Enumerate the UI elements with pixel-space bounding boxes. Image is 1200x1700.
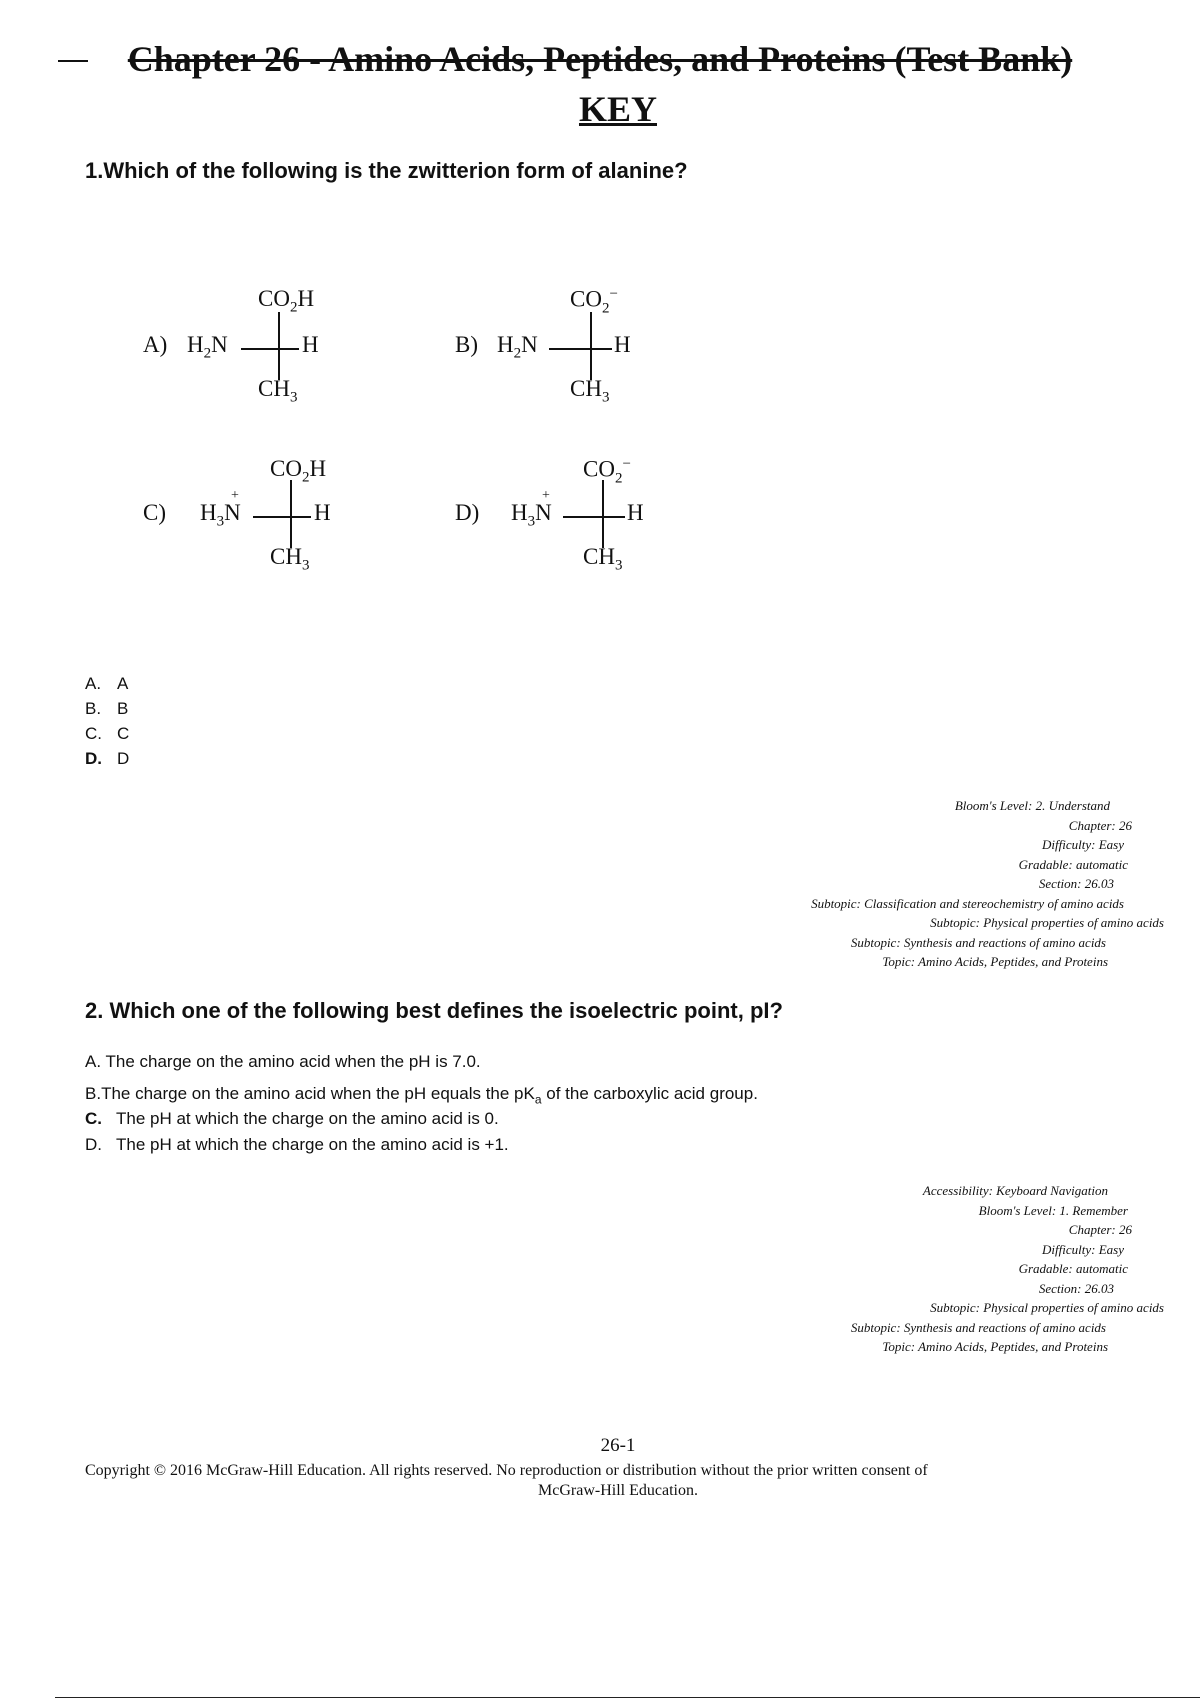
structure-d-ammonium: $H_3N$: [511, 500, 552, 530]
structure-b-vertical-bond: [590, 312, 592, 380]
meta-item: Topic: Amino Acids, Peptides, and Proteins: [882, 1339, 1108, 1354]
q1-option-d-correct: D. D: [85, 749, 130, 768]
structure-a-amine: $H_2N$: [187, 332, 228, 362]
meta-item: Difficulty: Easy: [1042, 1241, 1124, 1257]
meta-item: Chapter: 26: [1068, 1222, 1132, 1237]
page-title-text: Chapter 26 - Amino Acids, Peptides, and Proteins (Test Bank): [127, 39, 1073, 79]
bottom-divider: [55, 1697, 1200, 1698]
structure-a-vertical-bond: [278, 312, 280, 380]
meta-item: Chapter: 26: [1068, 817, 1132, 833]
q2-option-a: A. The charge on the amino acid when the pH is 7.0.: [85, 1052, 481, 1071]
copyright-line-1: Copyright © 2016 McGraw-Hill Education. All rights reserved. No reproduction or distribution without the prior written consent of: [85, 1462, 928, 1479]
q1-metadata: [811, 796, 1164, 972]
structure-c-positive-charge: +: [231, 488, 239, 503]
structure-b-label: B): [455, 332, 478, 357]
structure-b-horizontal-bond: [549, 348, 612, 350]
meta-item: Section: 26.03: [1038, 876, 1114, 891]
q1-option-b: B. B: [85, 699, 129, 718]
structure-b-amine: $H_2N$: [497, 332, 538, 362]
meta-item: Gradable: automatic: [1018, 856, 1128, 872]
structure-c-horizontal-bond: [253, 516, 311, 518]
structure-a-horizontal-bond: [241, 348, 299, 350]
q1-option-a: A. A: [85, 674, 129, 693]
key-heading: KEY: [578, 89, 657, 129]
structure-b-carboxylate: $CO_2^-$: [570, 286, 618, 317]
page-title: [0, 38, 1200, 80]
meta-item: Gradable: automatic: [1018, 1261, 1128, 1276]
meta-item: Subtopic: Physical properties of amino acids: [930, 1300, 1164, 1315]
structure-d-carboxylate: $CO_2^-$: [583, 456, 631, 487]
meta-item: Section: 26.03: [1038, 1280, 1114, 1296]
meta-item: Bloom's Level: 2. Understand: [954, 798, 1110, 813]
structure-c-carboxyl: $CO_2H$: [270, 456, 327, 486]
q1-option-c: C. C: [85, 724, 130, 743]
structure-d-label: D): [455, 500, 480, 525]
structure-a-methyl: $CH_3$: [258, 376, 298, 406]
structure-c-label: C): [143, 500, 166, 525]
q2-option-b: B.The charge on the amino acid when the pH equals the $pK_a$ of the carboxylic acid group.: [85, 1084, 758, 1107]
meta-item: Subtopic: Physical properties of amino acids: [930, 915, 1164, 930]
page-number: 26-1: [600, 1435, 636, 1456]
question-2-text: 2. Which one of the following best defines the isoelectric point, pI?: [85, 998, 783, 1023]
structure-c-methyl: $CH_3$: [270, 544, 310, 574]
meta-item: Subtopic: Synthesis and reactions of amino acids: [850, 1319, 1106, 1335]
meta-item: Accessibility: Keyboard Navigation: [922, 1183, 1108, 1198]
structure-d-methyl: $CH_3$: [583, 544, 623, 574]
structure-a-label: A): [143, 332, 168, 357]
structure-c-vertical-bond: [290, 480, 292, 548]
meta-item: Subtopic: Synthesis and reactions of amino acids: [850, 934, 1106, 950]
structure-c-hydrogen: H: [314, 500, 331, 525]
q2-option-c-correct: C. The pH at which the charge on the amino acid is 0.: [85, 1109, 499, 1128]
structure-b-methyl: $CH_3$: [570, 376, 610, 406]
structure-d-vertical-bond: [602, 480, 604, 548]
meta-item: Subtopic: Classification and stereochemistry of amino acids: [811, 895, 1124, 911]
meta-item: Bloom's Level: 1. Remember: [978, 1202, 1128, 1218]
structure-a-hydrogen: H: [302, 332, 319, 357]
structure-d-hydrogen: H: [627, 500, 644, 525]
structure-d-horizontal-bond: [563, 516, 625, 518]
q2-metadata: [850, 1181, 1164, 1357]
structure-a-carboxyl: $CO_2H$: [258, 286, 315, 316]
meta-item: Difficulty: Easy: [1042, 837, 1124, 852]
question-1-text: 1.Which of the following is the zwitterion form of alanine?: [85, 158, 688, 183]
q2-option-d: D. The pH at which the charge on the amino acid is +1.: [85, 1135, 509, 1154]
structure-b-hydrogen: H: [614, 332, 631, 357]
meta-item: Topic: Amino Acids, Peptides, and Proteins: [882, 954, 1108, 969]
copyright-line-2: McGraw-Hill Education.: [538, 1482, 698, 1499]
structure-c-ammonium: $H_3N$: [200, 500, 241, 530]
structure-d-positive-charge: +: [542, 488, 550, 503]
